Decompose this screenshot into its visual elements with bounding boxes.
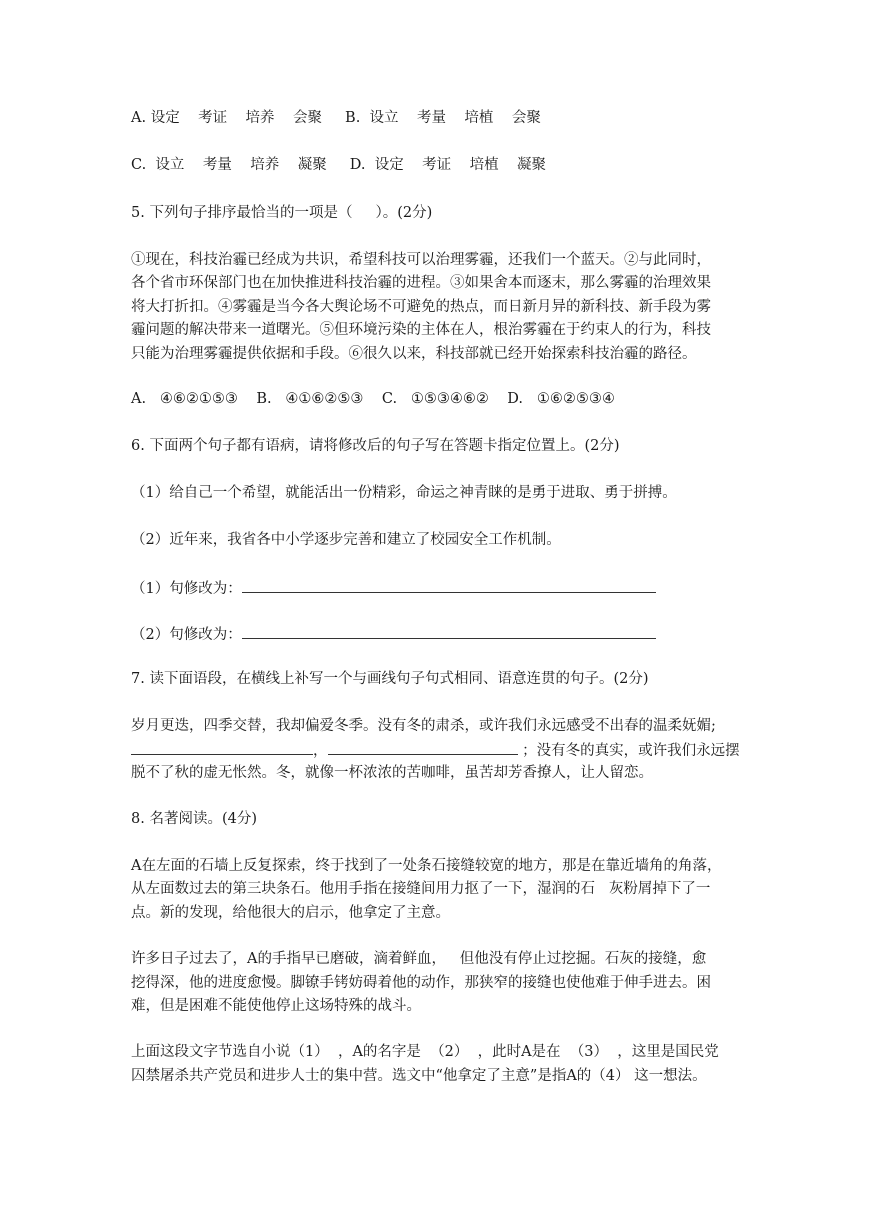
q8-paragraph-1-line-3: 点。新的发现，给他很大的启示，他拿定了主意。 [131,905,450,921]
q6-answer-1-blank[interactable] [242,577,656,593]
q8-question: 8. 名著阅读。(4分) [131,811,257,827]
q7-passage-line-1: 岁月更迭，四季交替，我却偏爱冬季。没有冬的肃杀，或许我们永远感受不出春的温柔妩媚; [131,718,716,734]
q7-comma: ， [313,743,328,759]
q6-sentence-2: （2）近年来，我省各中小学逐步完善和建立了校园安全工作机制。 [131,532,561,548]
q5-passage-line-5: 只能为治理雾霾提供依据和手段。⑥很久以来，科技部就已经开始探索科技治霾的路径。 [131,346,697,362]
q5-options: A. ④⑥②①⑤③ B. ④①⑥②⑤③ C. ①⑤③④⑥② D. ①⑥②⑤③④ [131,391,615,407]
q4-options-row-2: C. 设立 考量 培养 凝聚 D. 设定 考证 培植 凝聚 [131,157,547,173]
q6-question: 6. 下面两个句子都有语病，请将修改后的句子写在答题卡指定位置上。(2分) [131,438,620,454]
q7-blank-2[interactable] [328,739,518,755]
q7-passage-line-2-tail: ；没有冬的真实，或许我们永远摆 [517,743,740,759]
q5-question: 5. 下列句子排序最恰当的一项是（ ）。(2分) [131,205,433,221]
q6-answer-1-label: （1）句修改为： [131,581,242,597]
q7-blank-1[interactable] [131,739,313,755]
q5-passage-line-1: ①现在，科技治霾已经成为共识，希望科技可以治理雾霾，还我们一个蓝天。②与此同时， [131,252,711,268]
q5-passage-line-4: 霾问题的解决带来一道曙光。⑤但环境污染的主体在人，根治雾霾在于约束人的行为，科技 [131,322,711,338]
q8-paragraph-3-line-1: 上面这段文字节选自小说（1） ，A的名字是 （2） ，此时A是在 （3） ，这里是国民党 [131,1044,719,1060]
q8-paragraph-1-line-2: 从左面数过去的第三块条石。他用手指在接缝间用力抠了一下，湿润的石 灰粉屑掉下了一 [131,881,711,897]
q8-paragraph-2-line-2: 挖得深，他的进度愈慢。脚镣手铐妨碍着他的动作，那狭窄的接缝也使他难于伸手进去。困 [131,975,711,991]
q6-sentence-1: （1）给自己一个希望，就能活出一份精彩，命运之神青睐的是勇于进取、勇于拼搏。 [131,485,677,501]
q7-passage-line-2 [131,739,740,761]
q6-answer-2 [131,623,656,645]
q6-answer-1 [131,577,656,599]
q4-options-row-1: A. 设定 考证 培养 会聚 B. 设立 考量 培植 会聚 [131,110,541,126]
q6-answer-2-label: （2）句修改为： [131,627,242,643]
q5-passage-line-2: 各个省市环保部门也在加快推进科技治霾的进程。③如果舍本而逐末，那么雾霾的治理效果 [131,275,711,291]
q8-paragraph-2-line-3: 难，但是困难不能使他停止这场特殊的战斗。 [131,998,421,1014]
q7-passage-line-3: 脱不了秋的虚无怅然。冬，就像一杯浓浓的苦咖啡，虽苦却芳香撩人，让人留恋。 [131,765,653,781]
q8-paragraph-2-line-1: 许多日子过去了，A的手指早已磨破，滴着鲜血， 但他没有停止过挖掘。石灰的接缝，愈 [131,951,707,967]
q7-question: 7. 读下面语段，在横线上补写一个与画线句子句式相同、语意连贯的句子。(2分) [131,671,649,687]
q5-passage-line-3: 将大打折扣。④雾霾是当今各大舆论场不可避免的热点，而日新月异的新科技、新手段为雾 [131,299,711,315]
q8-paragraph-3-line-2: 囚禁屠杀共产党员和进步人士的集中营。选文中“他拿定了主意”是指A的（4） 这一想法。 [131,1068,707,1084]
q6-answer-2-blank[interactable] [242,623,656,639]
q8-paragraph-1-line-1: A在左面的石墙上反复探索，终于找到了一处条石接缝较宽的地方，那是在靠近墙角的角落， [131,858,722,874]
